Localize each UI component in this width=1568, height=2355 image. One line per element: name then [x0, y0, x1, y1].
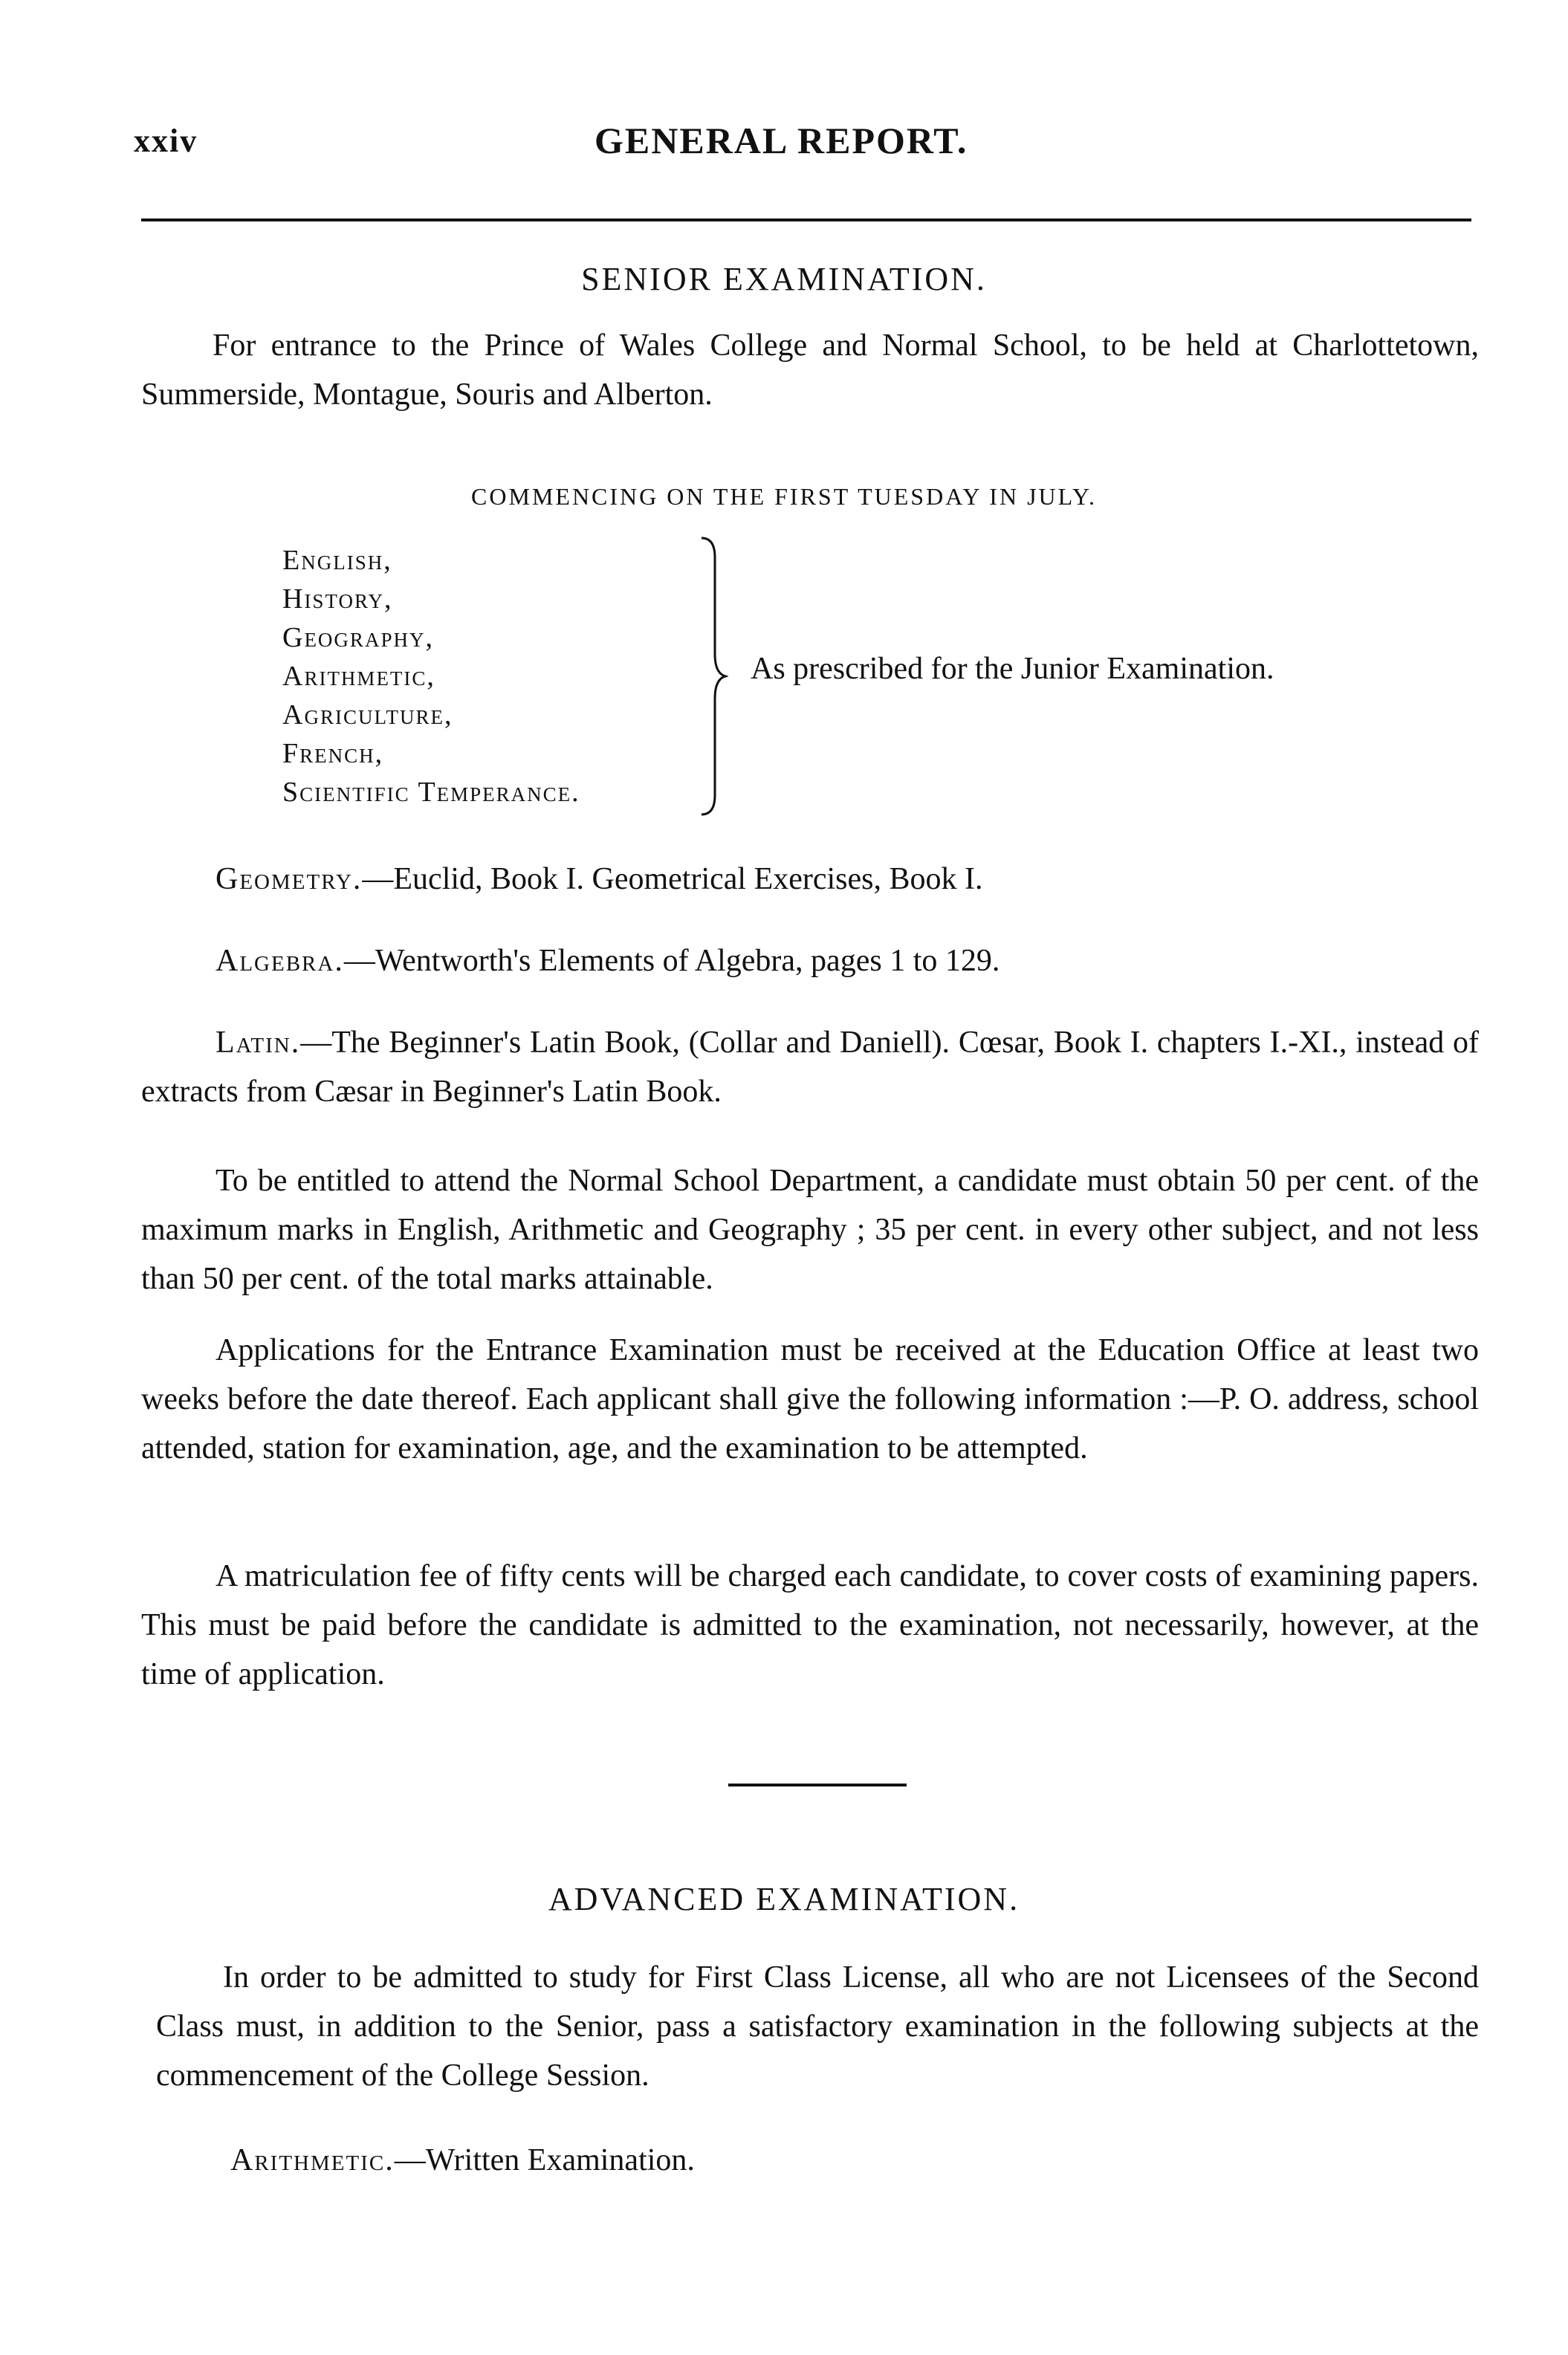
arithmetic-label: Arithmetic.: [230, 2143, 395, 2177]
subject-item: Arithmetic,: [282, 661, 435, 692]
senior-heading: SENIOR EXAMINATION.: [581, 261, 987, 297]
advanced-intro: In order to be admitted to study for First Class License, all who are not Licensees of the Second Class must, in addition to the Senior, pass a satisfactory examination in the following subjects at the commencement of the College Session.: [156, 1960, 1479, 2093]
commencing-line: COMMENCING ON THE FIRST TUESDAY IN JULY.: [471, 483, 1097, 510]
header-rule: [141, 218, 1471, 221]
advanced-heading: ADVANCED EXAMINATION.: [548, 1881, 1020, 1917]
latin-paragraph: [141, 1018, 1479, 1116]
latin-label: Latin.: [216, 1026, 301, 1060]
arithmetic-line: [230, 2136, 695, 2185]
running-head: GENERAL REPORT.: [595, 120, 968, 161]
subject-item: English,: [282, 545, 392, 576]
subject-item: French,: [282, 738, 384, 769]
subject-item: Scientific Temperance.: [282, 777, 580, 808]
applications-paragraph: Applications for the Entrance Examination must be received at the Education Office at least two weeks before the date thereof. Each applicant shall give the following information :—P. O. address, school attended, station for examination, age, and the examination to be attempted.: [141, 1333, 1479, 1465]
fee-paragraph: A matriculation fee of fifty cents will be charged each candidate, to cover costs of examining papers. This must be paid before the candidate is admitted to the examination, not necessarily, however, at the time of application.: [141, 1559, 1479, 1691]
page-number: xxiv: [134, 123, 198, 159]
normal-school-paragraph: To be entitled to attend the Normal School Department, a candidate must obtain 50 per cent. of the maximum marks in English, Arithmetic and Geography ; 35 per cent. in every other subject, and not less than 50 per cent. of the total marks attainable.: [141, 1164, 1479, 1296]
subject-list: [282, 541, 699, 812]
algebra-label: Algebra.: [216, 944, 344, 978]
subject-item: Agriculture,: [282, 699, 453, 731]
page-header: [134, 111, 1471, 171]
right-brace: [699, 535, 728, 817]
subject-item: Geography,: [282, 622, 434, 653]
section-divider: [728, 1784, 907, 1787]
algebra-line: [216, 936, 1000, 985]
geometry-text: —Euclid, Book I. Geometrical Exercises, Book I.: [362, 862, 983, 896]
arithmetic-text: —Written Examination.: [394, 2143, 695, 2177]
geometry-line: [216, 855, 983, 904]
algebra-text: —Wentworth's Elements of Algebra, pages 1 to 129.: [343, 944, 1000, 978]
subjects-note: As prescribed for the Junior Examination.: [751, 652, 1274, 686]
latin-text: —The Beginner's Latin Book, (Collar and Daniell). Cœsar, Book I. chapters I.-XI., instead of extracts from Cæsar in Beginner's Latin Book.: [141, 1026, 1479, 1109]
geometry-label: Geometry.: [216, 862, 363, 896]
senior-intro: For entrance to the Prince of Wales College and Normal School, to be held at Charlottetown, Summerside, Montague, Souris and Alberton.: [141, 328, 1479, 412]
subject-item: History,: [282, 583, 393, 615]
